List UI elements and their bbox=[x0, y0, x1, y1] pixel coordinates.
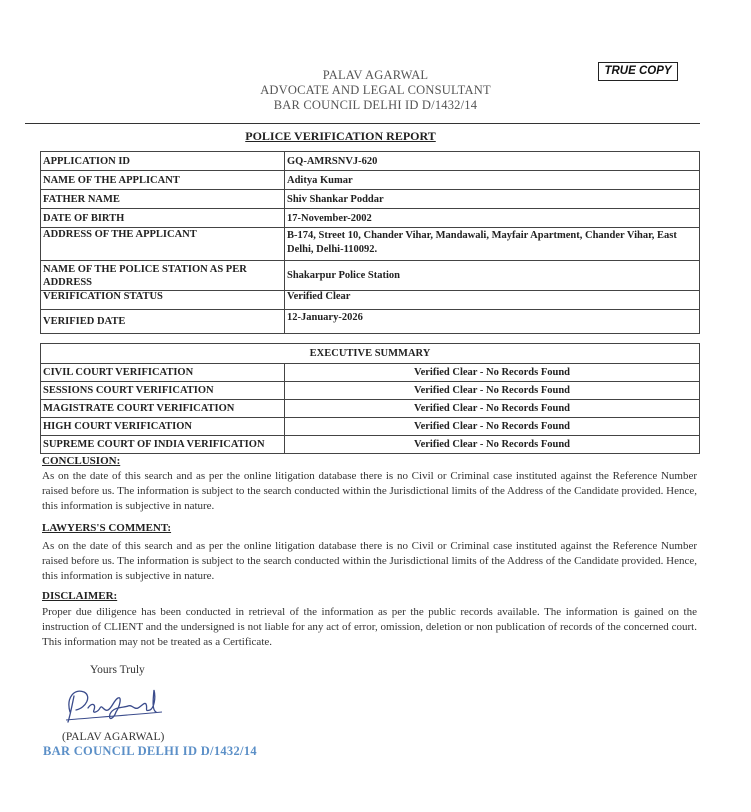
true-copy-stamp: TRUE COPY bbox=[598, 62, 678, 81]
table-row bbox=[41, 436, 700, 454]
disclaimer-text: Proper due diligence has been conducted in retrieval of the information as per the public records available. The information is gained on the instruction of CLIENT and the undersigned is not liable for any act of error, omission, deletion or non publication of records of the concerned court. This information may not be treated as a Certificate. bbox=[42, 606, 697, 648]
detail-label: NAME OF THE APPLICANT bbox=[41, 171, 285, 190]
detail-label: APPLICATION ID bbox=[41, 152, 285, 171]
detail-label: NAME OF THE POLICE STATION AS PER ADDRESS bbox=[41, 261, 285, 291]
lawyers-comment-text: As on the date of this search and as per the online litigation database there is no Civil or Criminal case instituted against the Reference Number raised before us. The information is subject to the search conducted within the Jurisdictional limits of the Address of the Candidate provided. Hence, this information is subjective in nature. bbox=[42, 540, 697, 582]
summary-value: Verified Clear - No Records Found bbox=[285, 400, 700, 418]
detail-label: FATHER NAME bbox=[41, 190, 285, 209]
summary-value: Verified Clear - No Records Found bbox=[285, 418, 700, 436]
lawyers-comment-heading: LAWYERS'S COMMENT: bbox=[42, 522, 172, 534]
signatory-name: (PALAV AGARWAL) bbox=[62, 731, 165, 743]
table-row bbox=[41, 209, 700, 228]
details-table bbox=[40, 151, 700, 334]
advocate-bar-id: BAR COUNCIL DELHI ID D/1432/14 bbox=[273, 98, 478, 112]
table-row bbox=[41, 310, 700, 334]
detail-label: ADDRESS OF THE APPLICANT bbox=[41, 228, 285, 261]
advocate-name: PALAV AGARWAL bbox=[322, 68, 429, 82]
summary-value: Verified Clear - No Records Found bbox=[285, 364, 700, 382]
table-row bbox=[41, 382, 700, 400]
summary-value: Verified Clear - No Records Found bbox=[285, 382, 700, 400]
table-row bbox=[41, 261, 700, 291]
detail-value: B-174, Street 10, Chander Vihar, Mandawali, Mayfair Apartment, Chander Vihar, East Delhi, Delhi-110092. bbox=[285, 228, 700, 261]
table-header-row bbox=[41, 344, 700, 364]
table-row bbox=[41, 400, 700, 418]
disclaimer-heading: DISCLAIMER: bbox=[42, 590, 118, 602]
detail-label: VERIFIED DATE bbox=[41, 310, 285, 334]
summary-label: HIGH COURT VERIFICATION bbox=[41, 418, 285, 436]
detail-label: DATE OF BIRTH bbox=[41, 209, 285, 228]
conclusion-text: As on the date of this search and as per the online litigation database there is no Civil or Criminal case instituted against the Reference Number raised before us. The information is subject to the search conducted within the Jurisdictional limits of the Address of the Candidate provided. Hence, this information is subjective in nature. bbox=[42, 470, 697, 512]
summary-heading: EXECUTIVE SUMMARY bbox=[41, 344, 700, 364]
table-row bbox=[41, 152, 700, 171]
summary-label: CIVIL COURT VERIFICATION bbox=[41, 364, 285, 382]
table-row bbox=[41, 364, 700, 382]
detail-label: VERIFICATION STATUS bbox=[41, 291, 285, 310]
signatory-bar-id: BAR COUNCIL DELHI ID D/1432/14 bbox=[43, 744, 257, 758]
table-row bbox=[41, 171, 700, 190]
closing-salutation: Yours Truly bbox=[90, 664, 145, 676]
detail-value: 17-November-2002 bbox=[285, 209, 700, 228]
table-row bbox=[41, 291, 700, 310]
detail-value: Aditya Kumar bbox=[285, 171, 700, 190]
summary-label: SUPREME COURT OF INDIA VERIFICATION bbox=[41, 436, 285, 454]
handwritten-signature bbox=[58, 682, 168, 728]
detail-value: Shiv Shankar Poddar bbox=[285, 190, 700, 209]
detail-value: Verified Clear bbox=[285, 291, 700, 310]
summary-label: SESSIONS COURT VERIFICATION bbox=[41, 382, 285, 400]
summary-value: Verified Clear - No Records Found bbox=[285, 436, 700, 454]
summary-label: MAGISTRATE COURT VERIFICATION bbox=[41, 400, 285, 418]
detail-value: GQ-AMRSNVJ-620 bbox=[285, 152, 700, 171]
table-row bbox=[41, 190, 700, 209]
conclusion-heading: CONCLUSION: bbox=[42, 455, 121, 467]
header-divider bbox=[25, 123, 700, 124]
executive-summary-table bbox=[40, 343, 700, 454]
table-row bbox=[41, 228, 700, 261]
detail-value: 12-January-2026 bbox=[285, 310, 700, 334]
report-title: POLICE VERIFICATION REPORT bbox=[245, 129, 436, 143]
table-row bbox=[41, 418, 700, 436]
detail-value: Shakarpur Police Station bbox=[285, 261, 700, 291]
advocate-role: ADVOCATE AND LEGAL CONSULTANT bbox=[260, 83, 491, 97]
